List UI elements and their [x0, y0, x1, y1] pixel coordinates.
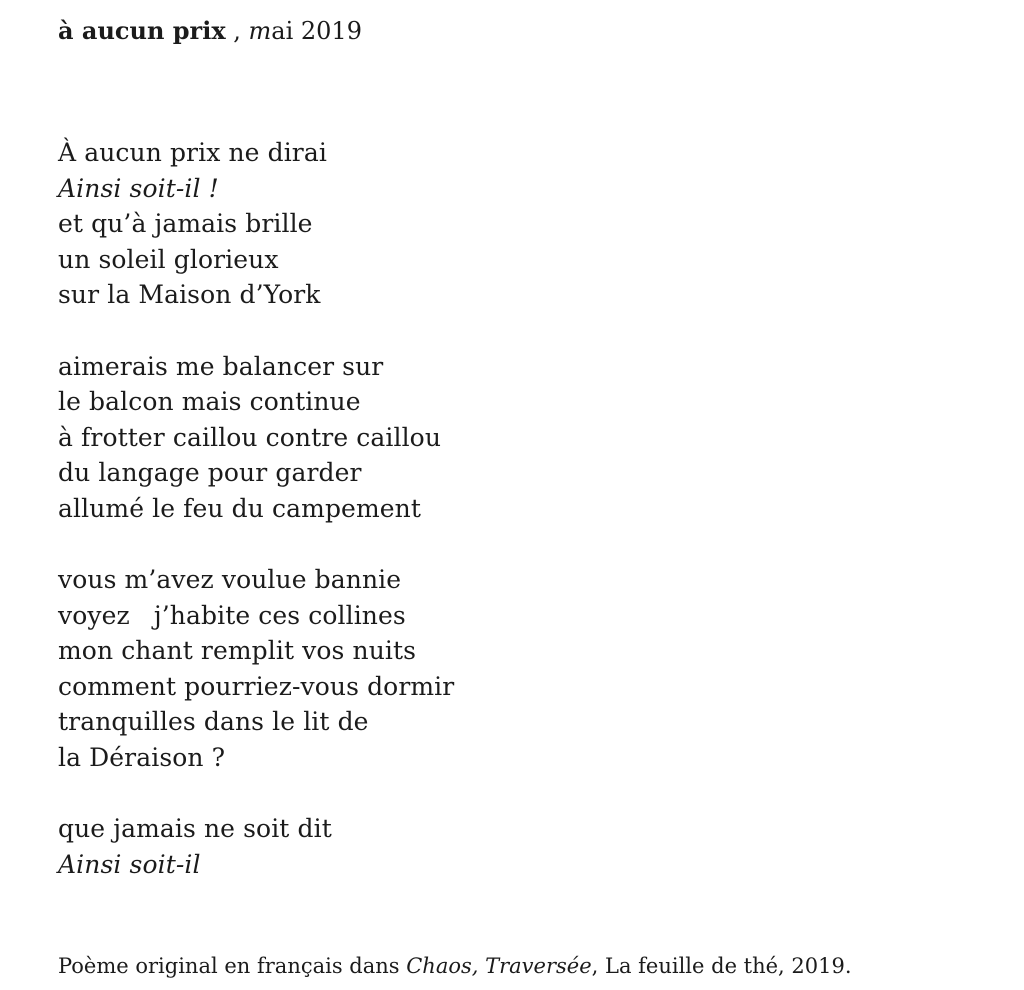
poem-line: et qu’à jamais brille	[58, 209, 313, 238]
credit-before: Poème original en français dans	[58, 954, 407, 978]
poem-line: Ainsi soit-il	[58, 849, 201, 879]
page-title	[58, 16, 362, 46]
stanza	[58, 811, 758, 882]
credit-after: , La feuille de thé, 2019.	[591, 954, 852, 978]
poem-line: que jamais ne soit dit	[58, 814, 332, 843]
poem-line: Ainsi soit-il !	[58, 173, 219, 203]
poem-title-text: à aucun prix	[58, 16, 226, 45]
poem-line: tranquilles dans le lit de	[58, 707, 369, 736]
poem-line: le balcon mais continue	[58, 387, 361, 416]
poem-line: comment pourriez-vous dormir	[58, 671, 455, 701]
poem-line: voyez j’habite ces collines	[58, 600, 406, 630]
poem-line: du langage pour garder	[58, 458, 362, 487]
stanza	[58, 349, 758, 527]
poem-line: allumé le feu du campement	[58, 493, 421, 523]
title-date-initial: m	[248, 17, 272, 45]
title-separator: ,	[225, 17, 249, 45]
poem-line: vous m’avez voulue bannie	[58, 565, 402, 594]
poem-line: un soleil glorieux	[58, 244, 279, 274]
title-date-rest: ai 2019	[271, 17, 362, 45]
poem-line: aimerais me balancer sur	[58, 351, 384, 381]
poem-line: À aucun prix ne dirai	[58, 138, 327, 167]
poem-line: mon chant remplit vos nuits	[58, 636, 417, 665]
poem-line: la Déraison ?	[58, 742, 226, 772]
credit-work-title: Chaos, Traversée	[406, 954, 592, 978]
poem-line: sur la Maison d’York	[58, 280, 321, 309]
source-credit	[58, 952, 852, 980]
stanza	[58, 562, 758, 775]
poem-line: à frotter caillou contre caillou	[58, 422, 442, 452]
stanza	[58, 135, 758, 313]
poem-body	[58, 135, 758, 882]
